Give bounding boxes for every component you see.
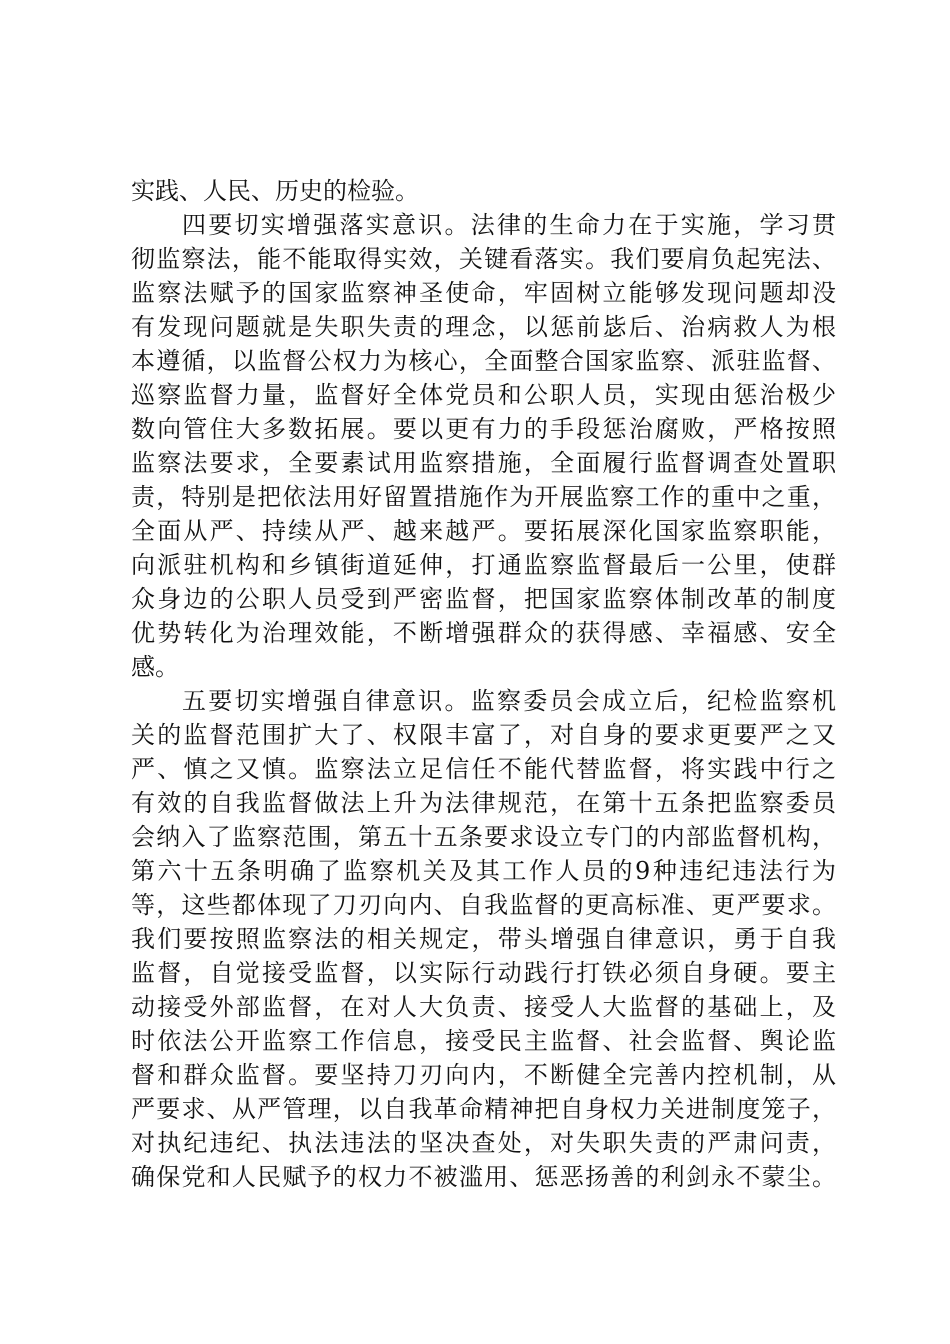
body-text-line: 我们要按照监察法的相关规定，带头增强自律意识，勇于自我 (131, 925, 836, 953)
body-text-line: 关的监督范围扩大了、权限丰富了，对自身的要求更要严之又 (131, 721, 836, 749)
body-text-line: 数向管住大多数拓展。要以更有力的手段惩治腐败，严格按照 (131, 415, 836, 443)
body-text-line: 彻监察法，能不能取得实效，关键看落实。我们要肩负起宪法、 (131, 245, 836, 273)
body-text-line: 众身边的公职人员受到严密监督，把国家监察体制改革的制度 (131, 585, 836, 613)
body-text-line: 本遵循，以监督公权力为核心，全面整合国家监察、派驻监督、 (131, 347, 836, 375)
body-text-line: 责，特别是把依法用好留置措施作为开展监察工作的重中之重， (131, 483, 836, 511)
body-text-line: 严要求、从严管理，以自我革命精神把自身权力关进制度笼子， (131, 1095, 836, 1123)
body-text-line: 全面从严、持续从严、越来越严。要拓展深化国家监察职能， (131, 517, 836, 545)
paragraph-5-first-line: 五要切实增强自律意识。监察委员会成立后，纪检监察机 (182, 687, 836, 715)
body-text-line: 感。 (131, 653, 179, 681)
body-text-line: 有发现问题就是失职失责的理念，以惩前毖后、治病救人为根 (131, 313, 836, 341)
body-text-line: 会纳入了监察范围，第五十五条要求设立专门的内部监督机构， (131, 823, 836, 851)
body-text-line: 巡察监督力量，监督好全体党员和公职人员，实现由惩治极少 (131, 381, 836, 409)
body-text-line: 督和群众监督。要坚持刀刃向内，不断健全完善内控机制，从 (131, 1061, 836, 1089)
body-text-line: 监察法赋予的国家监察神圣使命，牢固树立能够发现问题却没 (131, 279, 836, 307)
body-text-line: 监督，自觉接受监督，以实际行动践行打铁必须自身硬。要主 (131, 959, 836, 987)
body-text-line: 对执纪违纪、执法违法的坚决查处，对失职失责的严肃问责， (131, 1129, 836, 1157)
body-text-line: 向派驻机构和乡镇街道延伸，打通监察监督最后一公里，使群 (131, 551, 836, 579)
body-text-line: 动接受外部监督，在对人大负责、接受人大监督的基础上，及 (131, 993, 836, 1021)
paragraph-4-first-line: 四要切实增强落实意识。法律的生命力在于实施，学习贯 (182, 211, 836, 239)
body-text-line: 确保党和人民赋予的权力不被滥用、惩恶扬善的利剑永不蒙尘。 (131, 1163, 836, 1191)
body-text-line: 监察法要求，全要素试用监察措施，全面履行监督调查处置职 (131, 449, 836, 477)
body-text-line: 优势转化为治理效能，不断增强群众的获得感、幸福感、安全 (131, 619, 836, 647)
body-text-line: 时依法公开监察工作信息，接受民主监督、社会监督、舆论监 (131, 1027, 836, 1055)
body-text-line: 等，这些都体现了刀刃向内、自我监督的更高标准、更严要求。 (131, 891, 836, 919)
body-text-line: 有效的自我监督做法上升为法律规范，在第十五条把监察委员 (131, 789, 836, 817)
body-text-line: 第六十五条明确了监察机关及其工作人员的9种违纪违法行为 (131, 857, 836, 885)
body-text-line: 严、慎之又慎。监察法立足信任不能代替监督，将实践中行之 (131, 755, 836, 783)
body-text-line: 实践、人民、历史的检验。 (131, 177, 419, 205)
